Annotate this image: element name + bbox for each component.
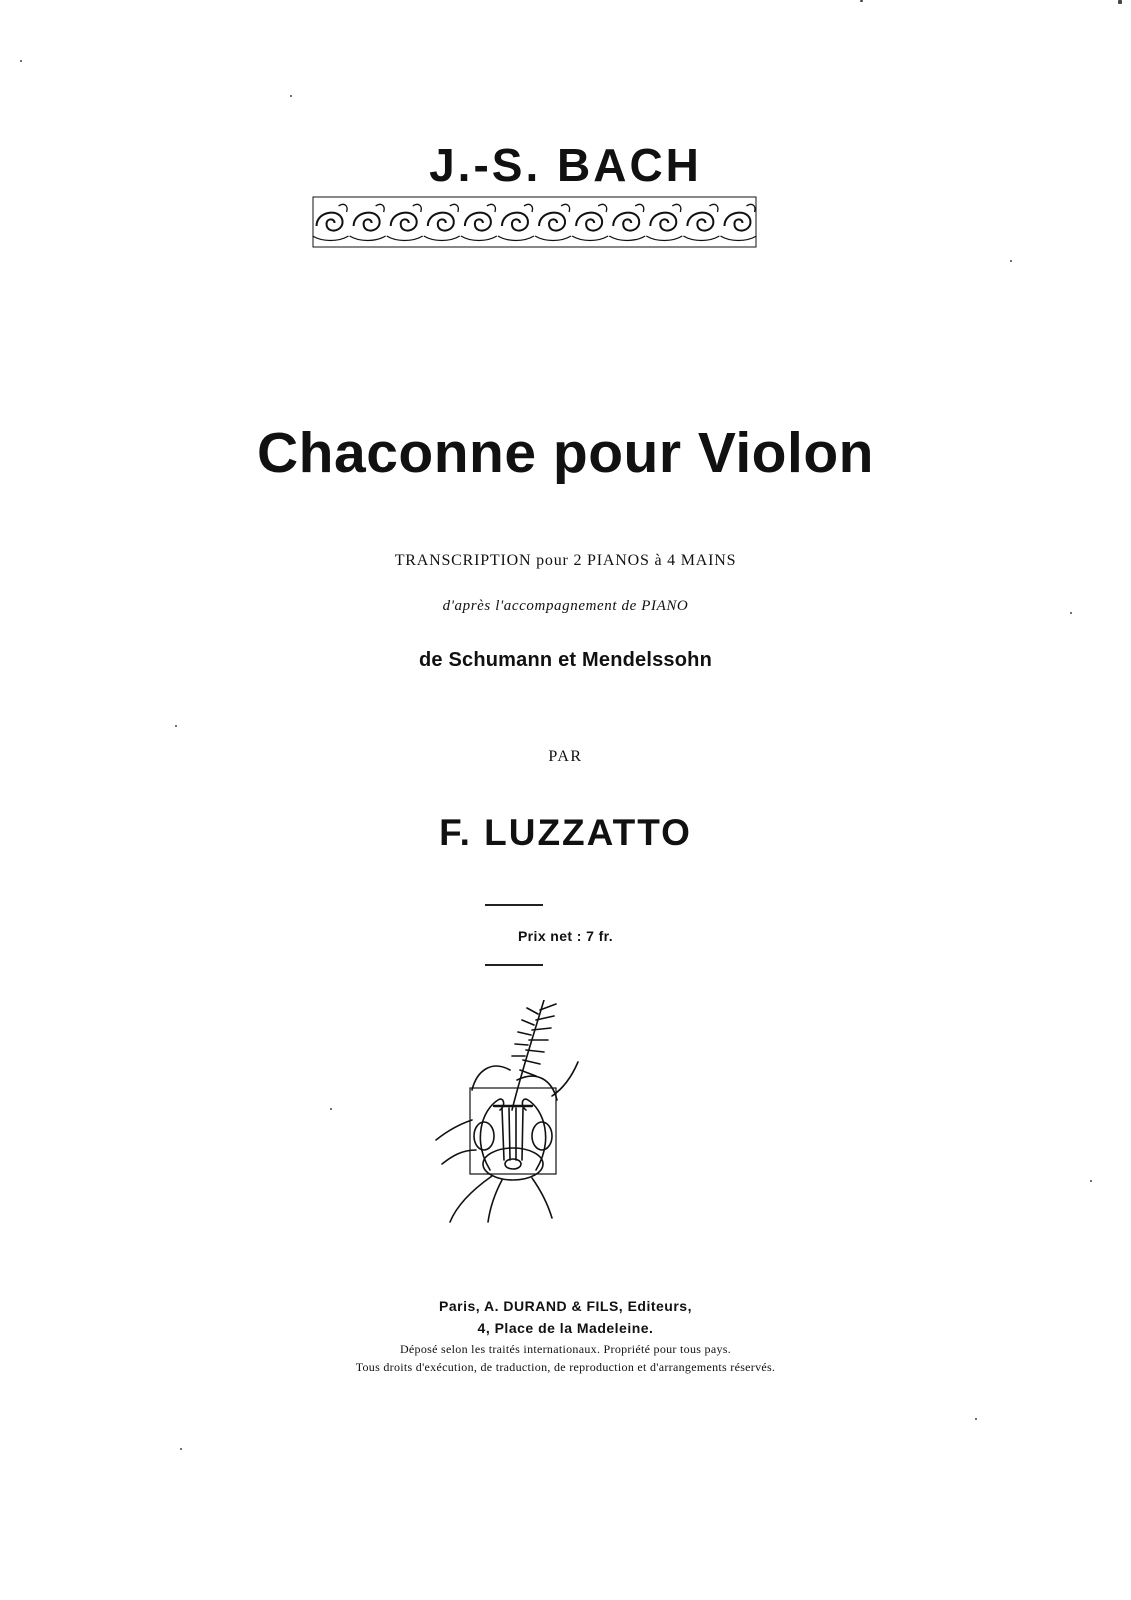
- scan-speck: [330, 1108, 332, 1110]
- original-arrangers: de Schumann et Mendelssohn: [418, 649, 713, 671]
- scan-speck: [975, 1418, 977, 1420]
- scan-speck: [1010, 260, 1012, 262]
- work-title: Chaconne pour Violon: [257, 421, 874, 485]
- scan-speck: [180, 1448, 182, 1450]
- scan-speck: [290, 95, 292, 97]
- publisher-address: 4, Place de la Madeleine.: [477, 1320, 654, 1336]
- scan-speck: [20, 60, 22, 62]
- publisher-line: Paris, A. DURAND & FILS, Editeurs,: [439, 1298, 692, 1314]
- arranger-name: F. LUZZATTO: [439, 812, 692, 853]
- legal-notice-1: Déposé selon les traités internationaux. Propriété pour tous pays.: [399, 1342, 732, 1356]
- scan-speck: [860, 0, 863, 2]
- scan-speck: [175, 725, 177, 727]
- lyre-palm-vignette-icon: [432, 1000, 592, 1225]
- composer-name: J.-S. BACH: [429, 139, 702, 191]
- scan-speck: [1090, 1180, 1092, 1182]
- rinceau-frieze-icon: [312, 196, 757, 248]
- scan-speck: [1070, 612, 1072, 614]
- price-rule-top: [485, 904, 543, 906]
- accompaniment-line: d'après l'accompagnement de PIANO: [442, 598, 689, 614]
- legal-notice-2: Tous droits d'exécution, de traduction, de reproduction et d'arrangements réservés.: [355, 1360, 776, 1374]
- by-label: PAR: [548, 748, 583, 765]
- price-rule-bottom: [485, 964, 543, 966]
- net-price: Prix net : 7 fr.: [517, 928, 614, 944]
- transcription-line: TRANSCRIPTION pour 2 PIANOS à 4 MAINS: [394, 552, 737, 569]
- scan-speck: [1118, 0, 1122, 4]
